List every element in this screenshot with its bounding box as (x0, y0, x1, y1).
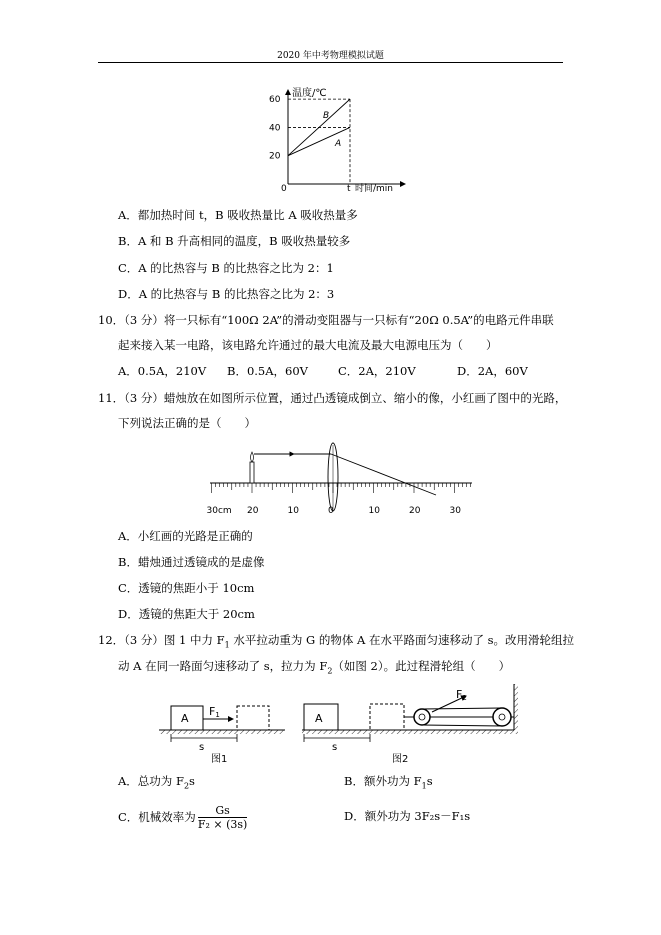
q10-option-a: A．0.5A，210V (118, 364, 207, 378)
ruler-label: 20 (409, 506, 421, 516)
q12-option-d: D．额外功为 3F₂s－F₁s (344, 809, 471, 823)
efficiency-fraction: $\frac{Gs}{\text{F₂ × (3s)}}$ (197, 803, 248, 831)
q12-line2-end: （如图 2）。此过程滑轮组（ ） (332, 659, 511, 673)
header-rule (98, 62, 563, 63)
q12-line1-start: 12．（3 分）图 1 中力 F (98, 633, 225, 647)
q11-option-c: C．透镜的焦距小于 10cm (118, 581, 255, 595)
wall-hatch (514, 684, 518, 734)
candle-flame (250, 452, 253, 462)
movable-pulley (414, 709, 430, 725)
q10-stem-line2: 起来接入某一电路，该电路允许通过的最大电流及最大电源电压为（ ） (118, 338, 498, 352)
ruler-label: 30cm (206, 506, 232, 516)
q12-stem-line1: 12．（3 分）图 1 中力 $F_1$ 水平拉动重为 G 的物体 A 在水平路面匀速移动了 s。改用滑轮组拉 (98, 633, 575, 650)
candle (250, 462, 254, 483)
rope-top (422, 708, 502, 709)
q12-stem-line2: 动 A 在同一路面匀速移动了 s，拉力为 $F_2$（如图 2）。此过程滑轮组（ ） (118, 659, 511, 676)
q10-option-d: D．2A，60V (457, 364, 528, 378)
q12-line1-end: 水平拉动重为 G 的物体 A 在水平路面匀速移动了 s。改用滑轮组拉 (229, 633, 575, 647)
q10-stem-line1: 10．（3 分）将一只标有“100Ω 2A”的滑动变阻器与一只标有“20Ω 0.5A”的电路元件串联 (98, 313, 554, 327)
y-axis-label: 温度/℃ (292, 88, 327, 99)
force-f2-label: F2 (456, 688, 467, 702)
ruler-label: 0 (328, 506, 334, 516)
rope-bottom (422, 725, 502, 726)
fixed-pulley (493, 708, 511, 726)
q9-option-a: A．都加热时间 t，B 吸收热量比 A 吸收热量多 (118, 208, 358, 222)
ruler-label: 20 (247, 506, 259, 516)
refracted-ray (331, 454, 436, 495)
figure-1-caption: 图1 (211, 754, 228, 765)
ruler-label: 30 (449, 506, 461, 516)
x-axis-label: 时间/min (355, 184, 394, 194)
ground-hatch-2 (302, 730, 514, 734)
line-b-label: B (323, 111, 330, 121)
q11-option-b: B．蜡烛通过透镜成的是虚像 (118, 555, 265, 569)
y-tick-label-20: 20 (269, 151, 281, 162)
q9-option-c: C．A 的比热容与 B 的比热容之比为 2：1 (118, 261, 334, 275)
y-tick-label-60: 60 (269, 95, 281, 106)
block-a-label: A (181, 712, 189, 725)
temperature-time-graph (255, 84, 415, 196)
ground-hatch (159, 730, 285, 734)
y-tick-label-40: 40 (269, 123, 281, 134)
ruler-label: 10 (368, 506, 380, 516)
q12-option-b: B．额外功为 $F_1s$ (344, 774, 433, 791)
figure-2-caption: 图2 (392, 754, 409, 765)
force-f1-label: F1 (209, 705, 220, 719)
block-a-moved (237, 706, 269, 730)
q11-stem-line1: 11．（3 分）蜡烛放在如图所示位置，通过凸透镜成倒立、缩小的像，小红画了图中的光路， (98, 391, 567, 405)
page-header: 2020 年中考物理模拟试题 (277, 51, 384, 61)
figure-1-direct-pull (155, 700, 290, 768)
q10-option-b: B．0.5A，60V (227, 364, 308, 378)
q11-option-d: D．透镜的焦距大于 20cm (118, 607, 255, 621)
ruler-label: 10 (287, 506, 299, 516)
q11-option-a: A．小红画的光路是正确的 (118, 529, 253, 543)
q10-option-c: C．2A，210V (338, 364, 416, 378)
q12-option-a: A．总功为 $F_2s$ (118, 774, 195, 791)
block-a-2-moved (370, 704, 404, 730)
optics-ruler-figure (200, 437, 480, 519)
line-a-label: A (335, 139, 342, 149)
q12-option-c: C．机械效率为 $\frac{Gs}{\text{F₂ × (3s)}}$ (118, 803, 248, 831)
block-a-2-label: A (315, 712, 323, 725)
figure-2-pulley-system (298, 680, 523, 768)
t-label: t (347, 184, 351, 194)
distance-label: s (199, 742, 205, 753)
q11-stem-line2: 下列说法正确的是（ ） (118, 416, 256, 430)
q9-option-b: B．A 和 B 升高相同的温度，B 吸收热量较多 (118, 234, 351, 248)
origin-label: 0 (281, 184, 287, 194)
q12-line2-start: 动 A 在同一路面匀速移动了 s，拉力为 F (118, 659, 328, 673)
q9-option-d: D．A 的比热容与 B 的比热容之比为 2：3 (118, 287, 335, 301)
distance-label-2: s (332, 742, 338, 753)
